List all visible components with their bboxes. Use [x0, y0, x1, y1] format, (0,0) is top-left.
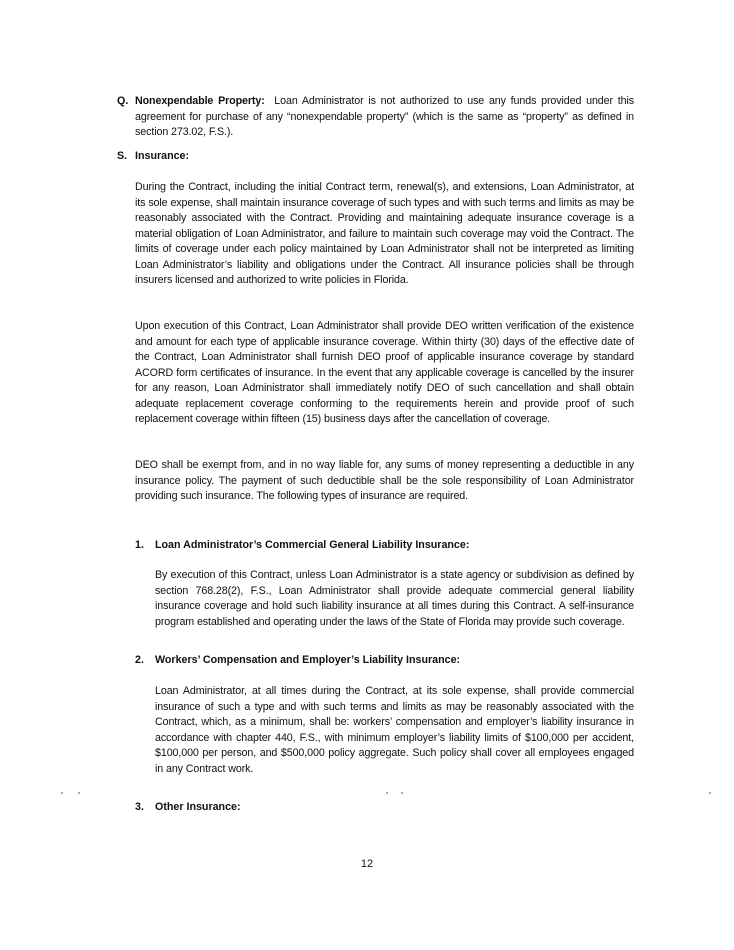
- section-s-title: Insurance:: [135, 150, 190, 162]
- scan-artifact: [401, 792, 403, 794]
- item-1-text: By execution of this Contract, unless Loan Administrator is a state agency or subdivision as defined by section 768.28(2), F.S., Loan Administrator shall provide adequate commercial general liability insurance coverage and hold such liability insurance at all times during this Contract. A self-insurance program established and operating under the laws of the State of Florida may provide such coverage.: [155, 569, 634, 628]
- insurance-paragraph-1: During the Contract, including the initial Contract term, renewal(s), and extensions, Loan Administrator, at its sole expense, shall maintain insurance coverage of such types and with such terms and limits as may be reasonably associated with the Contract. Providing and maintaining adequate insurance coverage is a material obligation of Loan Administrator, and failure to maintain such coverage may void the Contract. The limits of coverage under each policy maintained by Loan Administrator shall not be interpreted as limiting Loan Administrator’s liability and obligations under the Contract. All insurance policies shall be through insurers licensed and authorized to write policies in Florida.: [135, 181, 634, 286]
- item-2-title: Workers’ Compensation and Employer’s Liability Insurance:: [155, 654, 461, 666]
- item-2-number: 2.: [135, 654, 144, 666]
- insurance-paragraph-2: Upon execution of this Contract, Loan Administrator shall provide DEO written verification of the existence and amount for each type of applicable insurance coverage. Within thirty (30) days of the effective date of the Contract, Loan Administrator shall furnish DEO proof of applicable insurance coverage by standard ACORD form certificates of insurance. In the event that any applicable coverage is cancelled by the insurer for any reason, Loan Administrator shall immediately notify DEO of such cancellation and shall obtain adequate replacement coverage conforming to the requirements herein and provide proof of such replacement coverage within fifteen (15) business days after the cancellation of coverage.: [135, 320, 634, 425]
- item-1-title: Loan Administrator’s Commercial General Liability Insurance:: [155, 539, 470, 551]
- item-2-text: Loan Administrator, at all times during the Contract, at its sole expense, shall provide commercial insurance of such a type and with such terms and limits as may be reasonably associated with the Contract, which, as a minimum, shall be: workers’ compensation and employer’s liability insurance in accordance with chapter 440, F.S., with minimum employer’s liability limits of $100,000 per accident, $100,000 per person, and $500,000 policy aggregate. Such policy shall cover all employees engaged in any Contract work.: [155, 685, 634, 775]
- scan-artifact: [709, 792, 711, 794]
- section-q-title: Nonexpendable Property:: [135, 95, 265, 107]
- item-3-title: Other Insurance:: [155, 801, 241, 813]
- page-number: 12: [360, 858, 374, 870]
- scan-artifact: [386, 792, 388, 794]
- section-q-paragraph: [135, 94, 634, 141]
- section-q-text: Loan Administrator is not authorized to use any funds provided under this agreement for purchase of any “nonexpendable property” (which is the same as “property” as defined in section 273.02, F.S.).: [135, 95, 634, 138]
- section-s-label: S.: [117, 150, 128, 162]
- scan-artifact: [78, 792, 80, 794]
- item-3-number: 3.: [135, 801, 144, 813]
- insurance-paragraph-3: DEO shall be exempt from, and in no way liable for, any sums of money representing a deductible in any insurance policy. The payment of such deductible shall be the sole responsibility of Loan Administrator providing such insurance. The following types of insurance are required.: [135, 459, 634, 502]
- scan-artifact: [61, 792, 63, 794]
- item-1-number: 1.: [135, 539, 144, 551]
- section-q-label: Q.: [117, 95, 129, 107]
